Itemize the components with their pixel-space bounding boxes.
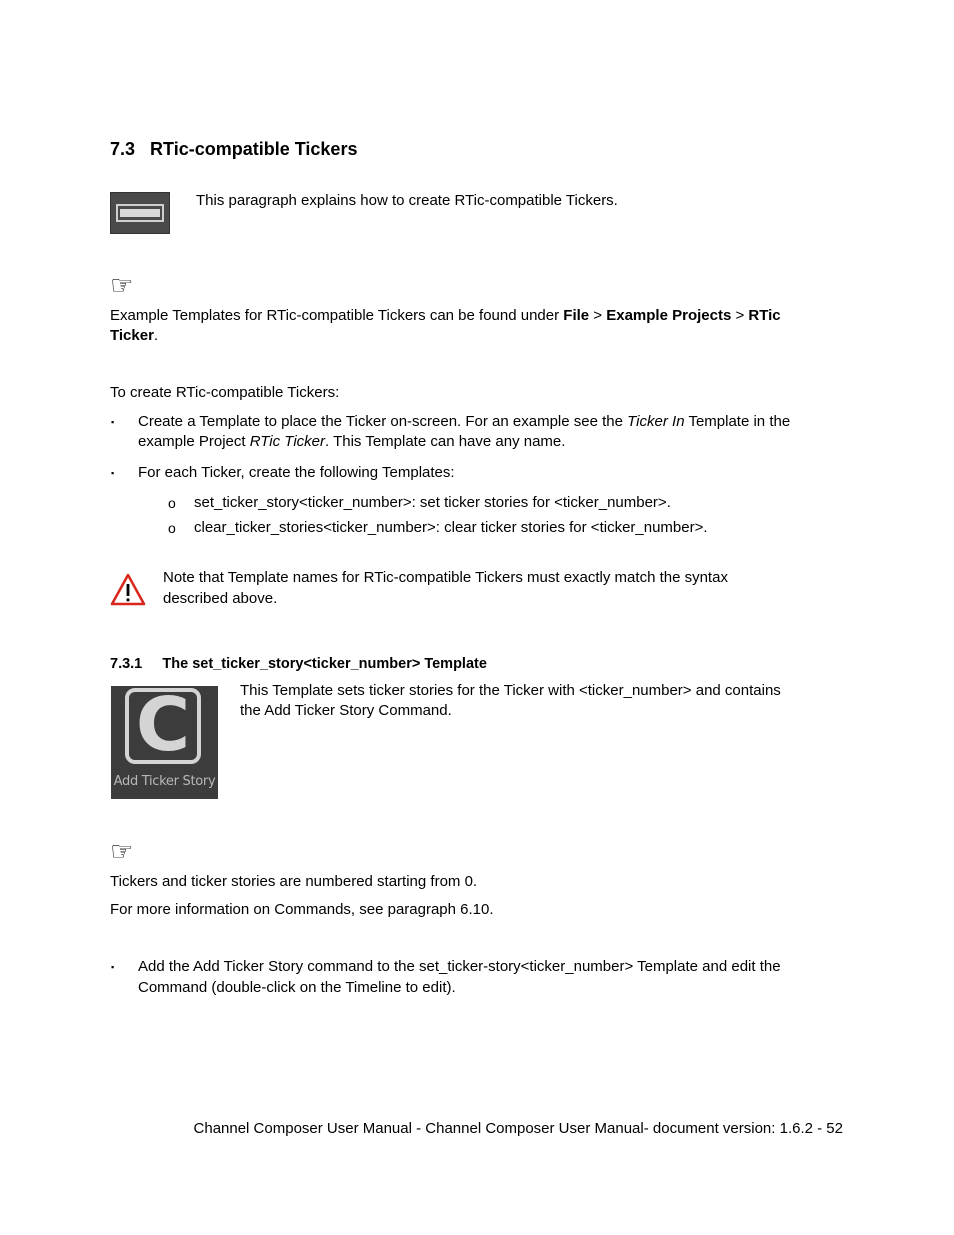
warning-text-line1: Note that Template names for RTic-compatible Tickers must exactly match the syntax: [163, 569, 728, 586]
menu-rtic: RTic: [748, 307, 781, 324]
warning-text-line2: described above.: [163, 590, 278, 607]
add-ticker-story-command-icon: [111, 682, 218, 799]
create-intro: To create RTic-compatible Tickers:: [110, 384, 340, 401]
section-title: RTic-compatible Tickers: [150, 139, 358, 159]
ticker-template-icon: [110, 192, 170, 234]
sub-bullet-clear-ticker-stories: clear_ticker_stories<ticker_number>: clear ticker stories for <ticker_number>.: [194, 519, 708, 536]
bullet-add-command-line2: Command (double-click on the Timeline to edit).: [138, 979, 456, 996]
intro-paragraph: This paragraph explains how to create RTic-compatible Tickers.: [196, 192, 618, 209]
menu-file: File: [563, 307, 590, 324]
command-label: Add Ticker Story: [113, 774, 216, 789]
ticker-bar: [120, 209, 160, 217]
section-number: 7.3: [110, 139, 136, 159]
section-heading: [110, 139, 357, 160]
menu-example-projects: Example Projects: [606, 307, 732, 324]
sub-bullet-marker: o: [168, 495, 176, 511]
bullet-create-template-line2: example Project RTic Ticker. This Template can have any name.: [138, 433, 566, 450]
bullet-marker: ▪: [111, 468, 115, 478]
note-example-templates-line2: Ticker.: [110, 327, 159, 344]
note-more-info: For more information on Commands, see paragraph 6.10.: [110, 901, 494, 918]
pointing-hand-icon: ☞: [110, 271, 134, 301]
subsection-heading: [110, 656, 487, 672]
bullet-marker: ▪: [111, 417, 115, 427]
warning-icon: [110, 573, 146, 606]
sub-bullet-set-ticker-story: set_ticker_story<ticker_number>: set ticker stories for <ticker_number>.: [194, 494, 671, 511]
menu-ticker: Ticker: [110, 327, 154, 344]
subsection-text-line2: the Add Ticker Story Command.: [240, 702, 452, 719]
bullet-marker: ▪: [111, 962, 115, 972]
bullet-create-template-line1: Create a Template to place the Ticker on-screen. For an example see the Ticker In Template in the: [138, 413, 791, 430]
pointing-hand-icon: ☞: [110, 837, 134, 867]
page-footer: Channel Composer User Manual - Channel Composer User Manual- document version: 1.6.2 - 52: [193, 1120, 843, 1137]
subsection-text-line1: This Template sets ticker stories for the Ticker with <ticker_number> and contains: [240, 682, 781, 699]
subsection-title: The set_ticker_story<ticker_number> Template: [162, 656, 487, 672]
command-letter: C: [135, 682, 191, 768]
subsection-number: 7.3.1: [110, 656, 143, 672]
note-numbering: Tickers and ticker stories are numbered starting from 0.: [110, 873, 478, 890]
sub-bullet-marker: o: [168, 520, 176, 536]
bullet-add-command-line1: Add the Add Ticker Story command to the set_ticker-story<ticker_number> Template and edit the: [138, 958, 781, 975]
note-example-templates-line1: Example Templates for RTic-compatible Tickers can be found under File > Example Projects > RTic: [110, 307, 781, 324]
bullet-for-each-ticker: For each Ticker, create the following Templates:: [138, 464, 455, 481]
